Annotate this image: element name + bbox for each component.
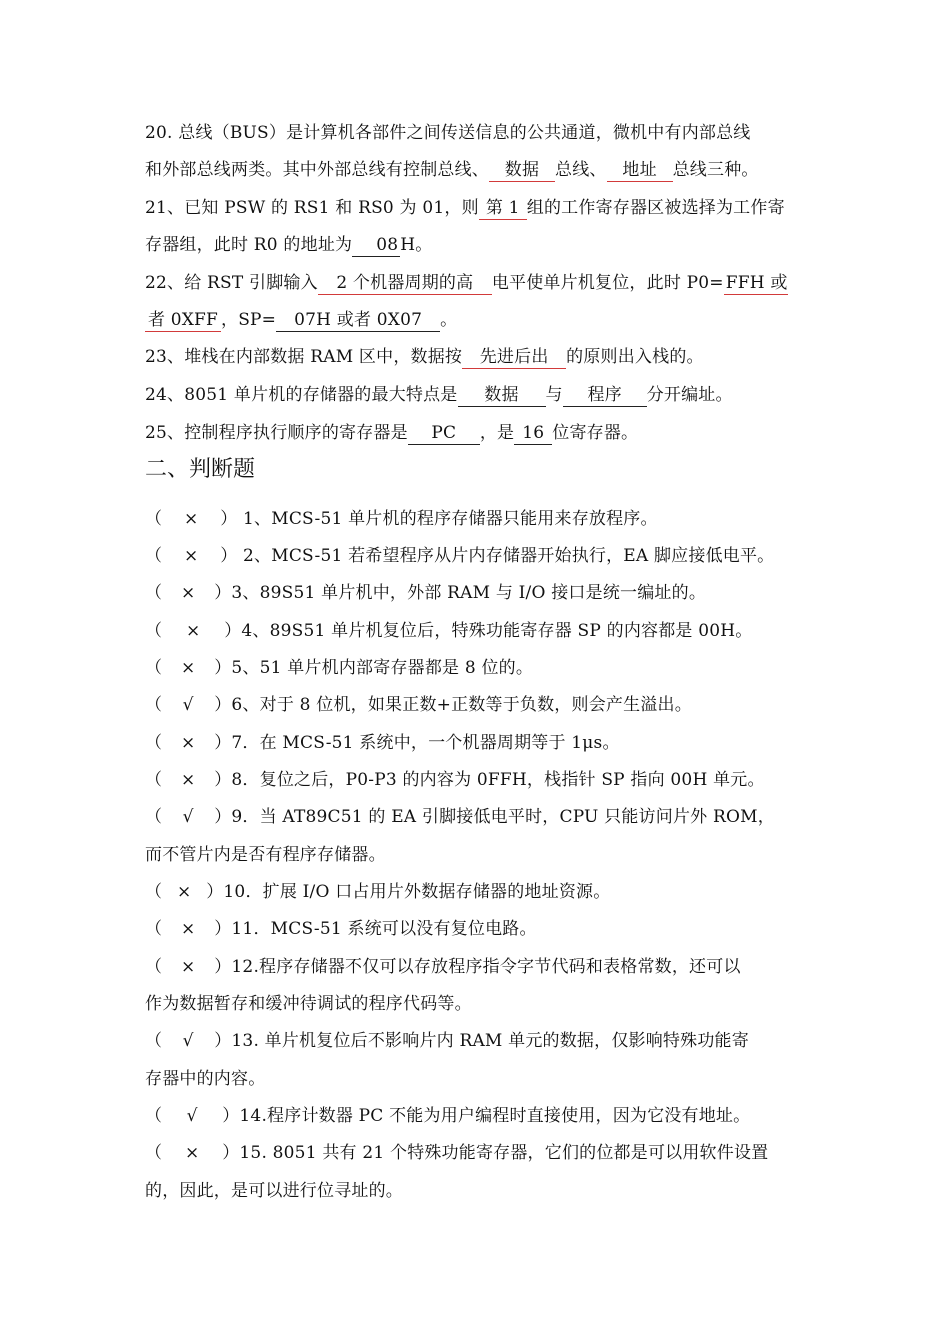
judgment-item: （ √ ）13. 单片机复位后不影响片内 RAM 单元的数据，仅影响特殊功能寄 — [145, 1031, 749, 1051]
q22-line-2: 者 0XFF ，SP= 07H 或者 0X07 。 — [145, 309, 457, 332]
q24-answer-2: 程序 — [563, 384, 647, 407]
judgment-mark: × — [180, 733, 196, 753]
q25-answer-2: 16 — [514, 422, 552, 445]
judgment-item: （ × ）5、51 单片机内部寄存器都是 8 位的。 — [145, 658, 534, 678]
judgment-item: （ √ ）14.程序计数器 PC 不能为用户编程时直接使用，因为它没有地址。 — [145, 1106, 751, 1126]
judgment-mark: × — [180, 658, 196, 678]
q20-answer-1: 数据 — [489, 159, 555, 182]
judgment-item: （ × ）3、89S51 单片机中，外部 RAM 与 I/O 接口是统一编址的。 — [145, 583, 707, 603]
judgment-mark: √ — [182, 1031, 194, 1051]
q21-line-1: 21、已知 PSW 的 RS1 和 RS0 为 01，则 第 1 组的工作寄存器区被选择为工作寄 — [145, 198, 785, 218]
judgment-item: （ × ）11．MCS-51 系统可以没有复位电路。 — [145, 919, 537, 939]
judgment-item: （ × ）10．扩展 I/O 口占用片外数据存储器的地址资源。 — [145, 882, 611, 902]
judgment-item: （ × ）8．复位之后，P0-P3 的内容为 0FFH，栈指针 SP 指向 00H 单元。 — [145, 770, 765, 790]
q25-answer-1: PC — [408, 422, 480, 445]
q20-line-1 — [145, 122, 751, 144]
judgment-continuation: 的，因此，是可以进行位寻址的。 — [145, 1181, 403, 1201]
q25-line: 25、控制程序执行顺序的寄存器是 PC ，是 16 位寄存器。 — [145, 423, 639, 443]
judgment-continuation: 作为数据暂存和缓冲待调试的程序代码等。 — [145, 994, 472, 1014]
q24-line: 24、8051 单片机的存储器的最大特点是 数据 与 程序 分开编址。 — [145, 385, 733, 405]
judgment-mark: × — [180, 957, 196, 977]
q24-answer-1: 数据 — [458, 384, 546, 407]
q20-line-2: 和外部总线两类。其中外部总线有控制总线、 数据 总线、 地址 总线三种。 — [145, 160, 759, 180]
q22-answer-1: 2 个机器周期的高 — [318, 272, 492, 295]
judgment-mark: × — [176, 882, 192, 902]
q22-line-1: 22、给 RST 引脚输入 2 个机器周期的高 电平使单片机复位，此时 P0= FFH 或 — [145, 273, 788, 293]
judgment-item: （ × ） 1、MCS-51 单片机的程序存储器只能用来存放程序。 — [145, 509, 658, 529]
judgment-item: （ × ）15. 8051 共有 21 个特殊功能寄存器，它们的位都是可以用软件设置 — [145, 1143, 769, 1163]
judgment-continuation: 存器中的内容。 — [145, 1069, 266, 1089]
q23-line: 23、堆栈在内部数据 RAM 区中，数据按 先进后出 的原则出入栈的。 — [145, 347, 704, 367]
q22-answer-3: 07H 或者 0X07 — [276, 309, 440, 332]
judgment-item: （ × ）7．在 MCS-51 系统中，一个机器周期等于 1μs。 — [145, 733, 620, 753]
judgment-item: （ √ ）9．当 AT89C51 的 EA 引脚接低电平时，CPU 只能访问片外 ROM， — [145, 807, 775, 827]
judgment-mark: × — [183, 509, 199, 529]
judgment-mark: × — [180, 919, 196, 939]
judgment-mark: × — [183, 546, 199, 566]
judgment-item: （ × ）4、89S51 单片机复位后，特殊功能寄存器 SP 的内容都是 00H。 — [145, 621, 753, 641]
q20-answer-2: 地址 — [607, 159, 673, 182]
q20-text: 20. 总线（BUS）是计算机各部件之间传送信息的公共通道，微机中有内部总线 — [145, 123, 751, 143]
judgment-mark: × — [180, 583, 196, 603]
q22-answer-2a: FFH 或 — [725, 273, 788, 293]
judgment-mark: × — [185, 621, 201, 641]
judgment-item: （ × ） 2、MCS-51 若希望程序从片内存储器开始执行，EA 脚应接低电平。 — [145, 546, 775, 566]
q21-answer-2: 08 — [352, 234, 400, 257]
judgment-item: （ × ）12.程序存储器不仅可以存放程序指令字节代码和表格常数，还可以 — [145, 957, 741, 977]
judgment-item: （ √ ）6、对于 8 位机，如果正数+正数等于负数，则会产生溢出。 — [145, 695, 692, 715]
q21-line-2: 存器组，此时 R0 的地址为 08 H。 — [145, 235, 433, 255]
judgment-mark: √ — [182, 807, 194, 827]
judgment-mark: × — [180, 770, 196, 790]
q23-answer: 先进后出 — [462, 346, 566, 369]
judgment-mark: √ — [186, 1106, 198, 1126]
judgment-continuation: 而不管片内是否有程序存储器。 — [145, 845, 386, 865]
judgment-mark: × — [184, 1143, 200, 1163]
q22-answer-2b: 者 0XFF — [145, 309, 221, 332]
section-title: 二、判断题 — [145, 457, 256, 482]
judgment-mark: √ — [182, 695, 194, 715]
q21-answer-1: 第 1 — [479, 197, 527, 220]
